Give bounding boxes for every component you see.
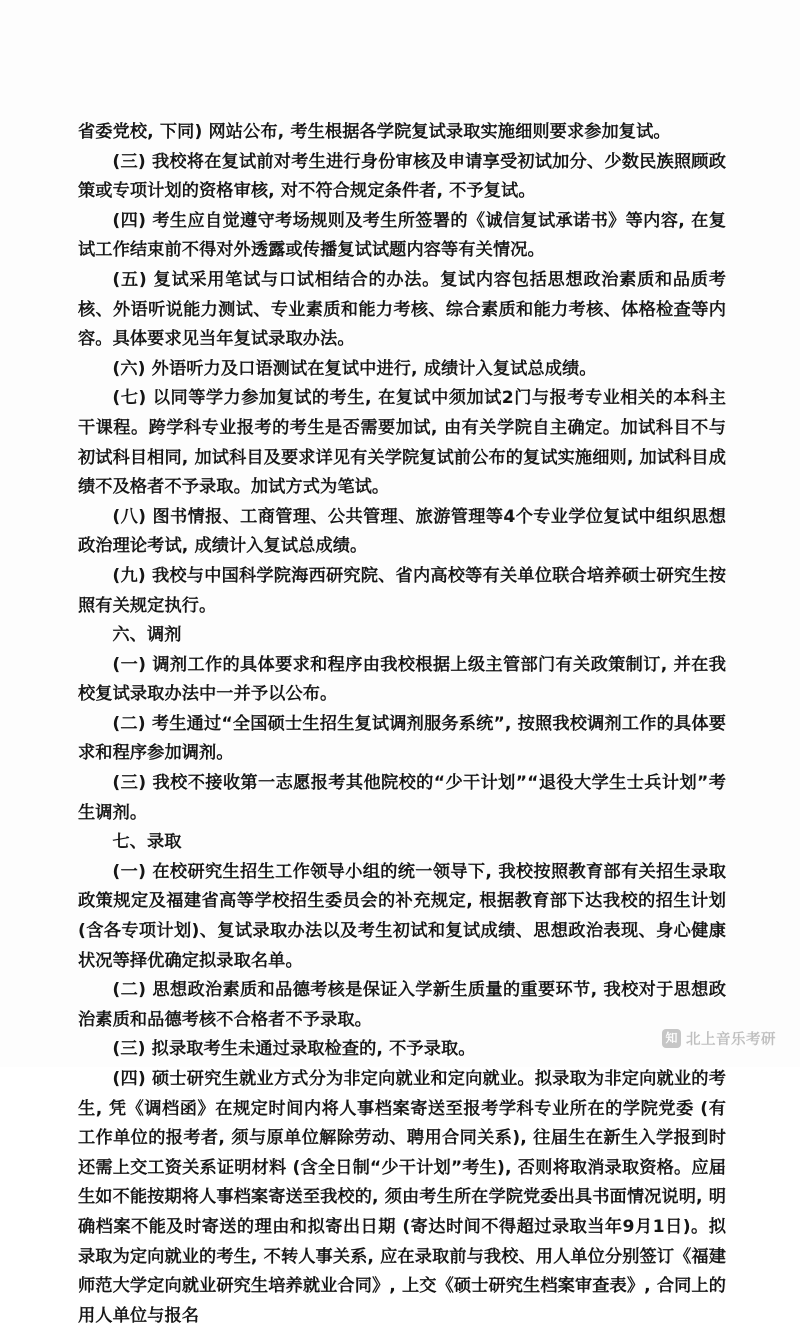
paragraph: (三) 拟录取考生未通过录取检查的, 不予录取。 xyxy=(112,1039,476,1060)
paragraph: (一) 在校研究生招生工作领导小组的统一领导下, 我校按照教育部有关招生录取政策规定及福建省高等学校招生委员会的补充规定, 根据教育部下达我校的招生计划 (含各专项计划)、复试录取办法以及考生初试和复试成绩、思想政治表现、身心健康状况等择优确定拟录取名单。 xyxy=(78,861,726,971)
paragraph: (三) 我校将在复试前对考生进行身份审核及申请享受初试加分、少数民族照顾政策或专项计划的资格审核, 对不符合规定条件者, 不予复试。 xyxy=(78,151,726,202)
paragraph: 省委党校, 下同) 网站公布, 考生根据各学院复试录取实施细则要求参加复试。 xyxy=(78,122,671,142)
paragraph: (一) 调剂工作的具体要求和程序由我校根据上级主管部门有关政策制订, 并在我校复试录取办法中一并予以公布。 xyxy=(78,654,726,705)
paragraph: (九) 我校与中国科学院海西研究院、省内高校等有关单位联合培养硕士研究生按照有关规定执行。 xyxy=(78,565,726,616)
watermark xyxy=(662,1028,776,1049)
paragraph: (三) 我校不接收第一志愿报考其他院校的“少干计划”“退役大学生士兵计划”考生调剂。 xyxy=(78,773,726,823)
section-heading: 七、录取 xyxy=(112,832,182,853)
watermark-label: 北上音乐考研 xyxy=(686,1032,776,1048)
paragraph: (二) 思想政治素质和品德考核是保证入学新生质量的重要环节, 我校对于思想政治素质和品德考核不合格者不予录取。 xyxy=(78,980,726,1030)
paragraph: (四) 考生应自觉遵守考场规则及考生所签署的《诚信复试承诺书》等内容, 在复试工作结束前不得对外透露或传播复试试题内容等有关情况。 xyxy=(78,210,726,261)
section-heading: 六、调剂 xyxy=(112,625,182,646)
paragraph: (四) 硕士研究生就业方式分为非定向就业和定向就业。拟录取为非定向就业的考生, 凭《调档函》在规定时间内将人事档案寄送至报考学科专业所在的学院党委 (有工作单位的报考者, 须与原单位解除劳动、聘用合同关系), 往届生在新生入学报到时还需上交工资关系证明材料 (含全日制“少干计划”考生), 否则将取消录取资格。应届生如不能按期将人事档案寄送至我校的, 须由考生所在学院党委出具书面情况说明, 明确档案不能及时寄送的理由和拟寄出日期 (寄达时间不得超过录取当年9月1日)。拟录取为定向就业的考生, 不转人事关系, 应在录取前与我校、用人单位分别签订《福建师范大学定向就业研究生培养就业合同》, 上交《硕士研究生档案审查表》, 合同上的用人单位与报名 xyxy=(78,1069,726,1326)
paragraph: (八) 图书情报、工商管理、公共管理、旅游管理等4个专业学位复试中组织思想政治理论考试, 成绩计入复试总成绩。 xyxy=(78,506,726,557)
paragraph: (二) 考生通过“全国硕士生招生复试调剂服务系统”, 按照我校调剂工作的具体要求和程序参加调剂。 xyxy=(78,713,726,764)
paragraph: (六) 外语听力及口语测试在复试中进行, 成绩计入复试总成绩。 xyxy=(112,358,597,379)
zhihu-badge-icon: 知 xyxy=(662,1029,681,1048)
paragraph: (七) 以同等学力参加复试的考生, 在复试中须加试2门与报考专业相关的本科主干课程。跨学科专业报考的考生是否需要加试, 由有关学院自主确定。加试科目不与初试科目相同, 加试科目及要求详见有关学院复试前公布的复试实施细则, 加试科目成绩不及格者不予录取。加试方式为笔试。 xyxy=(78,388,726,498)
paragraph: (五) 复试采用笔试与口试相结合的办法。复试内容包括思想政治素质和品质考核、外语听说能力测试、专业素质和能力考核、综合素质和能力考核、体格检查等内容。具体要求见当年复试录取办法。 xyxy=(78,269,726,350)
document-body xyxy=(78,118,726,1331)
